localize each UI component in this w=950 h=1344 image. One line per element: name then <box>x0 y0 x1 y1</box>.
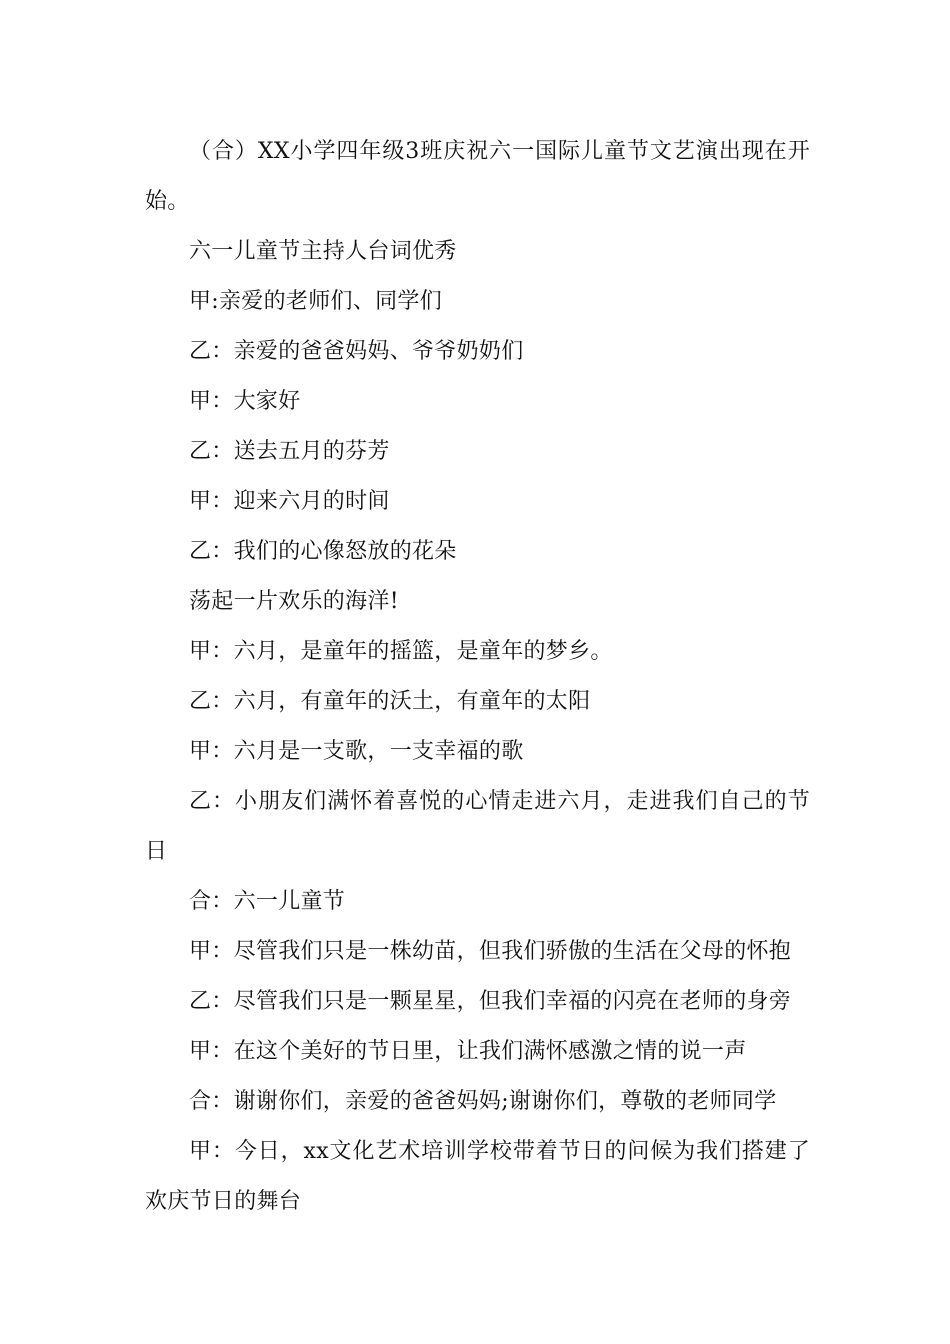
paragraph: 乙：六月，有童年的沃土，有童年的太阳 <box>189 689 591 714</box>
paragraph: 甲：在这个美好的节日里，让我们满怀感激之情的说一声 <box>189 1039 747 1064</box>
paragraph: （合）XX小学四年级3班庆祝六一国际儿童节文艺演出现在开始。 <box>145 139 810 214</box>
paragraph: 合：六一儿童节 <box>189 889 346 914</box>
paragraph: 乙：亲爱的爸爸妈妈、爷爷奶奶们 <box>189 339 524 364</box>
paragraph: 荡起一片欢乐的海洋! <box>189 589 399 614</box>
paragraph: 乙：我们的心像怒放的花朵 <box>189 539 457 564</box>
paragraph: 合：谢谢你们，亲爱的爸爸妈妈;谢谢你们，尊敬的老师同学 <box>189 1089 777 1114</box>
paragraph: 乙：小朋友们满怀着喜悦的心情走进六月，走进我们自己的节日 <box>145 789 810 864</box>
paragraph: 乙：送去五月的芬芳 <box>189 439 390 464</box>
paragraph: 甲：六月是一支歌，一支幸福的歌 <box>189 739 524 764</box>
paragraph: 六一儿童节主持人台词优秀 <box>189 239 457 264</box>
paragraph: 甲：今日，xx文化艺术培训学校带着节日的问候为我们搭建了欢庆节日的舞台 <box>145 1139 810 1214</box>
paragraph: 乙：尽管我们只是一颗星星，但我们幸福的闪亮在老师的身旁 <box>189 989 792 1014</box>
paragraph: 甲：大家好 <box>189 389 301 414</box>
paragraph: 甲:亲爱的老师们、同学们 <box>189 289 443 314</box>
document-body <box>145 127 810 1227</box>
paragraph: 甲：迎来六月的时间 <box>189 489 390 514</box>
paragraph: 甲：六月，是童年的摇篮，是童年的梦乡。 <box>189 639 613 664</box>
paragraph: 甲：尽管我们只是一株幼苗，但我们骄傲的生活在父母的怀抱 <box>189 939 792 964</box>
